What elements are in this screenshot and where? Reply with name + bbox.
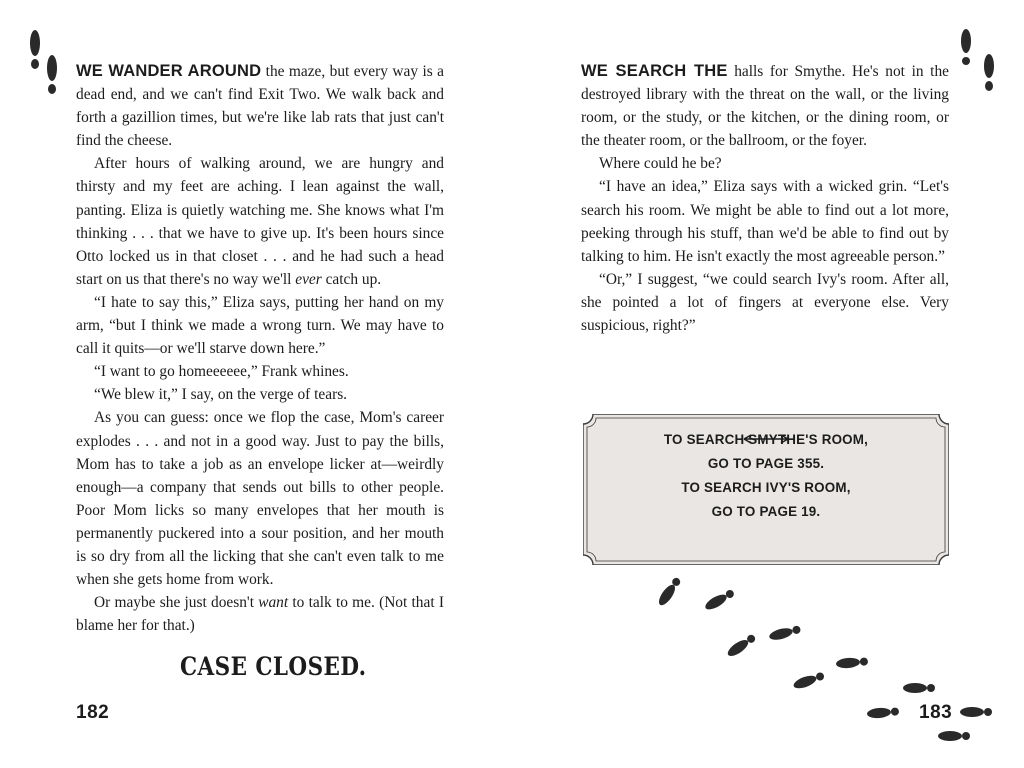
paragraph: “Or,” I suggest, “we could search Ivy's room. After all, she pointed a lot of fingers at everyone else. Very suspicious, right?” <box>581 270 949 335</box>
chapter-lead-in: WE WANDER AROUND <box>76 62 262 80</box>
page-number: 182 <box>76 702 110 723</box>
paragraph: “I have an idea,” Eliza says with a wicked grin. “Let's search his room. We might be able to find out a lot more, peeking through his stuff, than we'd be able to find out by talking to him. He isn't exactly the most agreeable person.” <box>581 178 949 265</box>
paragraph: WE WANDER AROUND the maze, but every way is a dead end, and we can't find Exit Two. We walk back and forth a gazillion times, but we're like lab rats that just can't find the cheese. <box>76 62 444 150</box>
page-number: 183 <box>919 702 953 723</box>
choice-box <box>583 414 949 565</box>
paragraph: “I want to go homeeeeee,” Frank whines. <box>94 363 349 381</box>
right-page-body <box>581 60 949 337</box>
double-arrow-icon <box>583 429 949 449</box>
right-page <box>512 0 1024 768</box>
chapter-lead-in: WE SEARCH THE <box>581 62 728 80</box>
paragraph: As you can guess: once we flop the case, Mom's career explodes . . . and not in a good way. Just to pay the bills, Mom has to take a job as an envelope licker at—weirdly enough—a company that sends out bills to other people. Poor Mom licks so many envelopes that her mouth is permanently puckered into a sour position, and her mouth is so dry from all the licking that she can't even talk to me when she gets home from work. <box>76 409 444 589</box>
left-page-body <box>76 60 444 637</box>
paragraph: “We blew it,” I say, on the verge of tears. <box>94 386 348 404</box>
choice-ivys-room[interactable]: TO SEARCH IVY'S ROOM, GO TO PAGE 19. <box>681 480 851 519</box>
choice-smythes-room[interactable]: TO SEARCH SMYTHE'S ROOM, GO TO PAGE 355. <box>663 432 869 471</box>
paragraph: After hours of walking around, we are hungry and thirsty and my feet are aching. I lean against the wall, panting. Eliza is quietly watching me. She knows what I'm thinking . . . that we have to give up. It's been hours since Otto locked us in that closet . . . and he had such a head start on us that there's no way we'll ever catch up. <box>76 155 444 288</box>
paragraph: Where could he be? <box>599 155 722 173</box>
paragraph: Or maybe she just doesn't want to talk to me. (Not that I blame her for that.) <box>76 594 444 635</box>
paragraph: “I hate to say this,” Eliza says, putting her hand on my arm, “but I think we made a wrong turn. We may have to call it quits—or we'll starve down here.” <box>76 293 444 358</box>
case-closed-heading: CASE CLOSED. <box>180 652 367 681</box>
paragraph: WE SEARCH THE halls for Smythe. He's not in the destroyed library with the threat on the wall, or the living room, or the study, or the kitchen, or the dining room, or the theater room, or the ballroom, or the foyer. <box>581 62 949 150</box>
